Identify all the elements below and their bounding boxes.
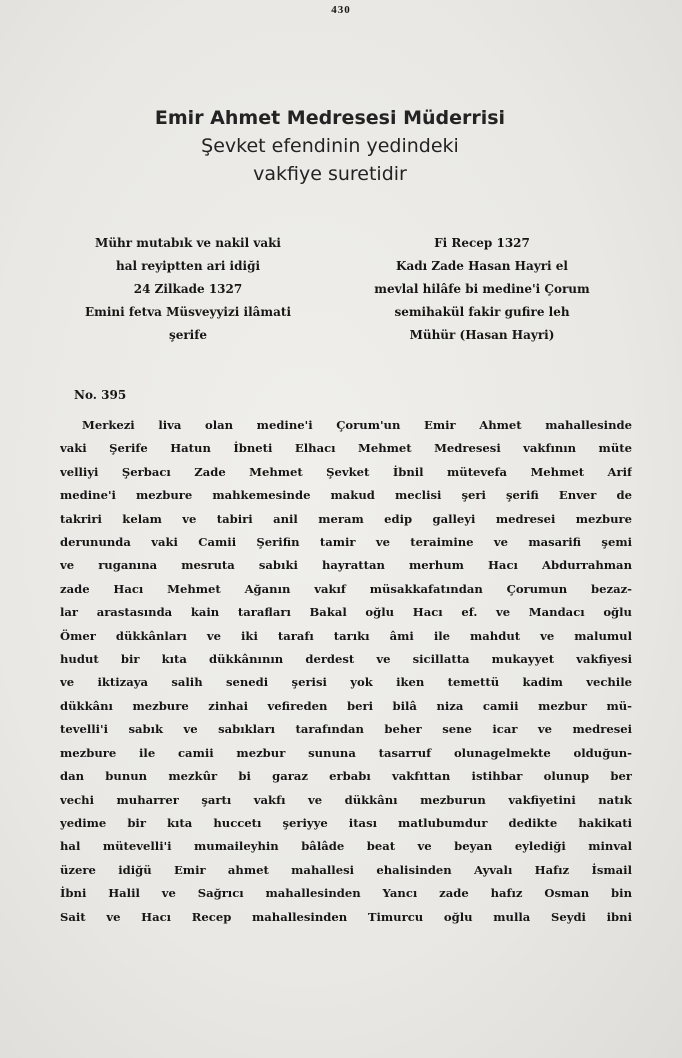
page-number: 430 — [331, 4, 351, 16]
body-line: hudut bir kıta dükkânının derdest ve sicillatta mukayyet vakfiyesi — [60, 652, 632, 667]
body-line: Ömer dükkânları ve iki tarafı tarıkı âmi ile mahdut ve malumul — [60, 628, 632, 643]
seal-right-line: Kadı Zade Hasan Hayri el — [396, 259, 568, 273]
seal-right-line: mevlal hilâfe bi medine'i Çorum — [374, 282, 590, 296]
body-line: yedime bir kıta huccetı şeriyye itası matlubumdur dedikte hakikati — [60, 815, 632, 830]
seal-left-line: 24 Zilkade 1327 — [133, 282, 243, 296]
body-line: medine'i mezbure mahkemesinde makud meclisi şeri şerifi Enver de — [60, 488, 632, 503]
seal-block-right — [342, 232, 622, 347]
title-line-2: Şevket efendinin yedindeki — [201, 135, 459, 157]
body-line: hal mütevelli'i mumaileyhin bâlâde beat ve beyan eylediği minval — [60, 839, 632, 854]
seal-right-line: Mühür (Hasan Hayri) — [409, 328, 555, 342]
body-line: zade Hacı Mehmet Ağanın vakıf müsakkafatından Çorumun bezaz- — [60, 581, 632, 596]
body-line: vechi muharrer şartı vakfı ve dükkânı mezburun vakfiyetini natık — [60, 792, 632, 807]
seal-right-line: semihakül fakir gufire leh — [394, 305, 570, 319]
body-line: İbni Halil ve Sağrıcı mahallesinden Yancı zade hafız Osman bin — [60, 886, 632, 901]
seal-right-line: Fi Recep 1327 — [434, 236, 530, 250]
body-line: Merkezi liva olan medine'i Çorum'un Emir Ahmet mahallesinde — [82, 418, 632, 432]
body-line: vaki Şerife Hatun İbneti Elhacı Mehmet Medresesi vakfının müte — [60, 441, 632, 456]
body-line: mezbure ile camii mezbur sununa tasarruf olunagelmekte olduğun- — [60, 745, 632, 760]
document-title — [60, 104, 600, 188]
seal-block-left — [48, 232, 328, 347]
body-line: tevelli'i sabık ve sabıkları tarafından beher sene icar ve medresei — [60, 722, 632, 737]
body-line: ve ruganına mesruta sabıki hayrattan merhum Hacı Abdurrahman — [60, 558, 632, 573]
document-body — [60, 414, 632, 929]
body-line: derununda vaki Camii Şerifin tamir ve teraimine ve masarifi şemi — [60, 535, 632, 550]
body-line: velliyi Şerbacı Zade Mehmet Şevket İbnil mütevefa Mehmet Arif — [60, 464, 632, 479]
body-line: üzere idiğü Emir ahmet mahallesi ehalisinden Ayvalı Hafız İsmail — [60, 862, 632, 877]
body-line: lar arastasında kain tarafları Bakal oğlu Hacı ef. ve Mandacı oğlu — [60, 605, 632, 620]
record-number: No. 395 — [74, 388, 127, 402]
body-line: dükkânı mezbure zinhai vefireden beri bilâ niza camii mezbur mü- — [60, 698, 632, 713]
title-line-1: Emir Ahmet Medresesi Müderrisi — [154, 107, 506, 129]
seal-left-line: şerife — [168, 328, 208, 342]
title-line-3: vakfiye suretidir — [253, 163, 407, 185]
body-line: ve iktizaya salih senedi şerisi yok iken temettü kadim vechile — [60, 675, 632, 690]
body-line: dan bunun mezkûr bi garaz erbabı vakfıttan istihbar olunup ber — [60, 769, 632, 784]
body-line: Sait ve Hacı Recep mahallesinden Timurcu oğlu mulla Seydi ibni — [60, 909, 632, 924]
seal-left-line: Emini fetva Müsveyyizi ilâmati — [84, 305, 292, 319]
seal-left-line: hal reyiptten ari idiği — [115, 259, 261, 273]
seal-left-line: Mühr mutabık ve nakil vaki — [95, 236, 281, 250]
body-line: takriri kelam ve tabiri anil meram edip galleyi medresei mezbure — [60, 511, 632, 526]
